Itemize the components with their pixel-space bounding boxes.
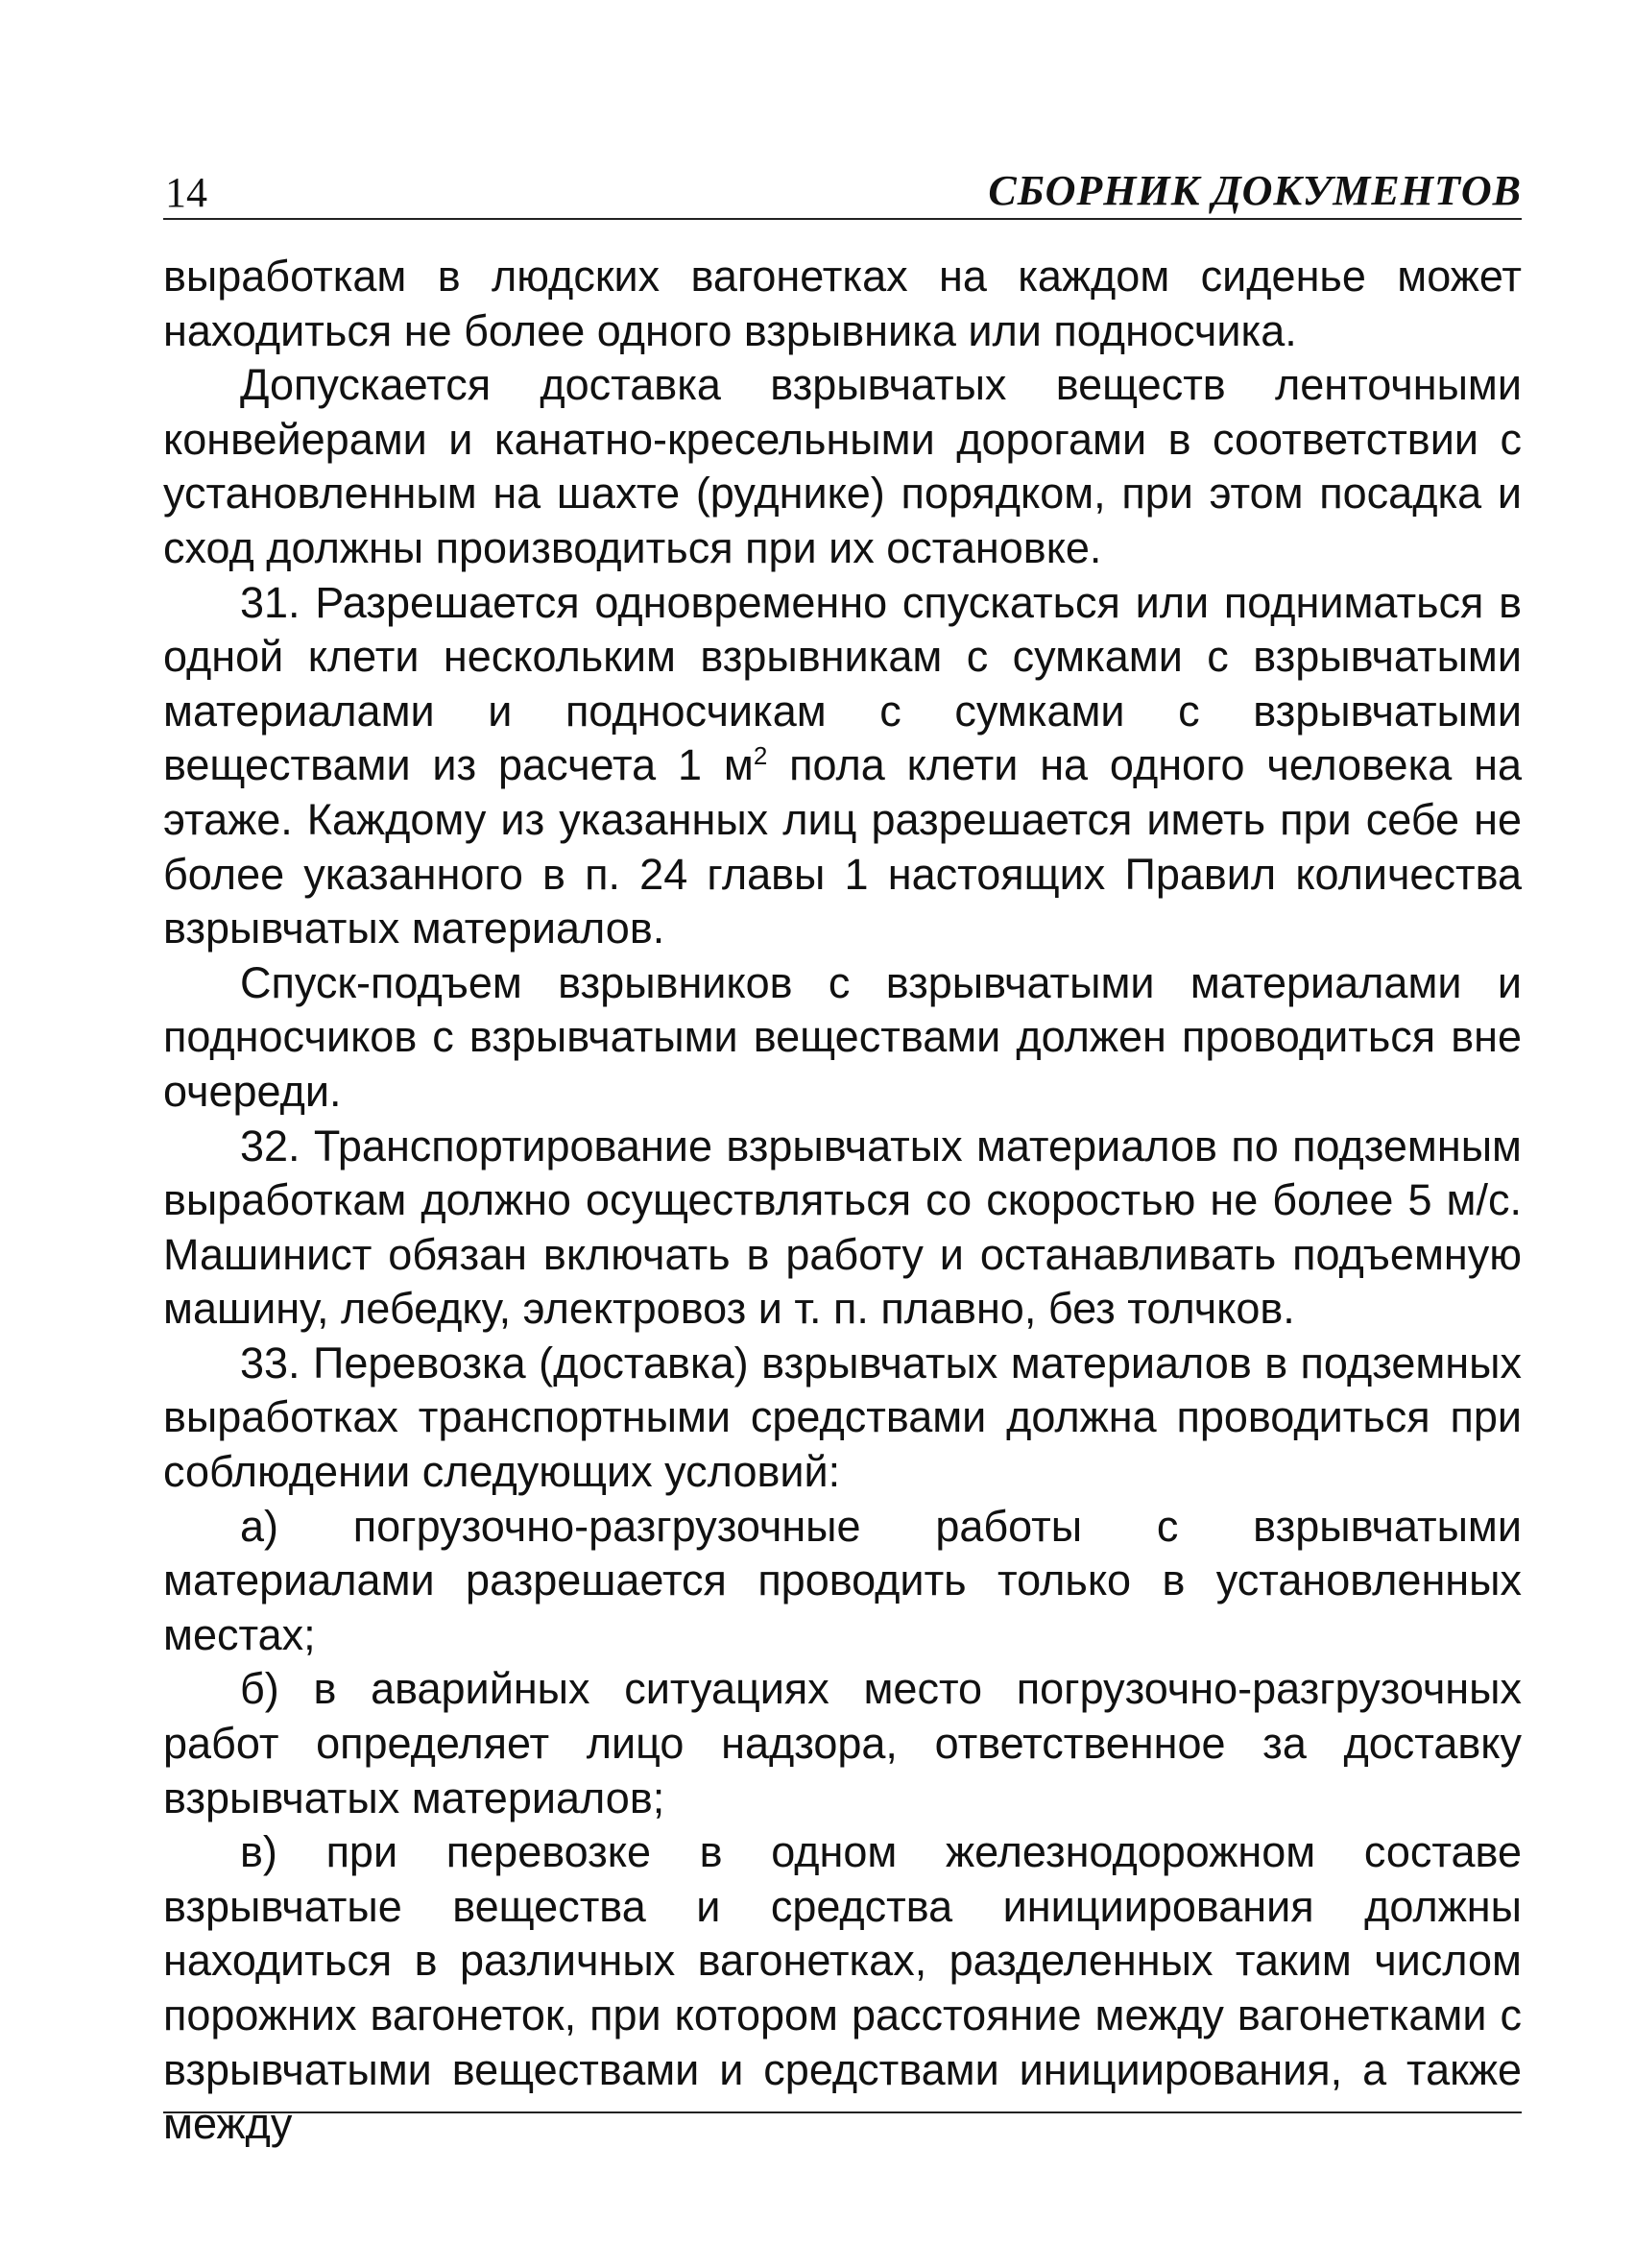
list-item-b: б) в аварийных ситуациях место погрузочно-разгрузочных работ определяет лицо надзора, ответственное за доставку взрывчатых материалов; xyxy=(163,1664,1522,1822)
list-item-v: в) при перевозке в одном железнодорожном составе взрывчатые вещества и средства инициирования должны находиться в различных вагонетках, разделенных таким числом порожних вагонеток, при котором расстояние между вагонетками с взрывчатыми веществами и средствами инициирования, а также между xyxy=(163,1827,1522,2149)
body-text xyxy=(163,250,1522,2152)
superscript-2: 2 xyxy=(753,741,768,771)
list-item-a: а) погрузочно-разгрузочные работы с взрывчатыми материалами разрешается проводить только в установленных местах; xyxy=(163,1501,1522,1659)
bottom-rule xyxy=(163,2111,1522,2113)
paragraph-conveyor-delivery: Допускается доставка взрывчатых веществ ленточными конвейерами и канатно-кресельными дорогами в соответствии с установленным на шахте (руднике) порядком, при этом посадка и сход должны производиться при их остановке. xyxy=(163,360,1522,572)
page-number: 14 xyxy=(165,169,207,216)
collection-title: СБОРНИК ДОКУМЕНТОВ xyxy=(988,167,1522,214)
paragraph-continuation: выработкам в людских вагонетках на каждом сиденье может находиться не более одного взрывника или подносчика. xyxy=(163,252,1522,355)
paragraph-31-text-end: пола клети на одного человека на этаже. Каждому из указанных лиц разрешается иметь при себе не более указанного в п. 24 главы 1 настоящих Правил количества взрывчатых материалов. xyxy=(163,740,1522,953)
document-page xyxy=(163,158,1522,2149)
paragraph-33: 33. Перевозка (доставка) взрывчатых материалов в подземных выработках транспортными средствами должна проводиться при соблюдении следующих условий: xyxy=(163,1338,1522,1497)
paragraph-31-text-start: 31. Разрешается одновременно спускаться или подниматься в одной клети нескольким взрывникам с сумками с взрывчатыми материалами и подносчикам с сумками с взрывчатыми веществами из расчета 1 м xyxy=(163,577,1522,790)
paragraph-descent-priority: Спуск-подъем взрывников с взрывчатыми материалами и подносчиков с взрывчатыми веществами должен проводиться вне очереди. xyxy=(163,957,1522,1116)
paragraph-32: 32. Транспортирование взрывчатых материалов по подземным выработкам должно осуществляться со скоростью не более 5 м/с. Машинист обязан включать в работу и останавливать подъемную машину, лебедку, электровоз и т. п. плавно, без толчков. xyxy=(163,1121,1522,1334)
paragraph-31 xyxy=(163,576,1522,956)
running-header xyxy=(163,158,1522,220)
